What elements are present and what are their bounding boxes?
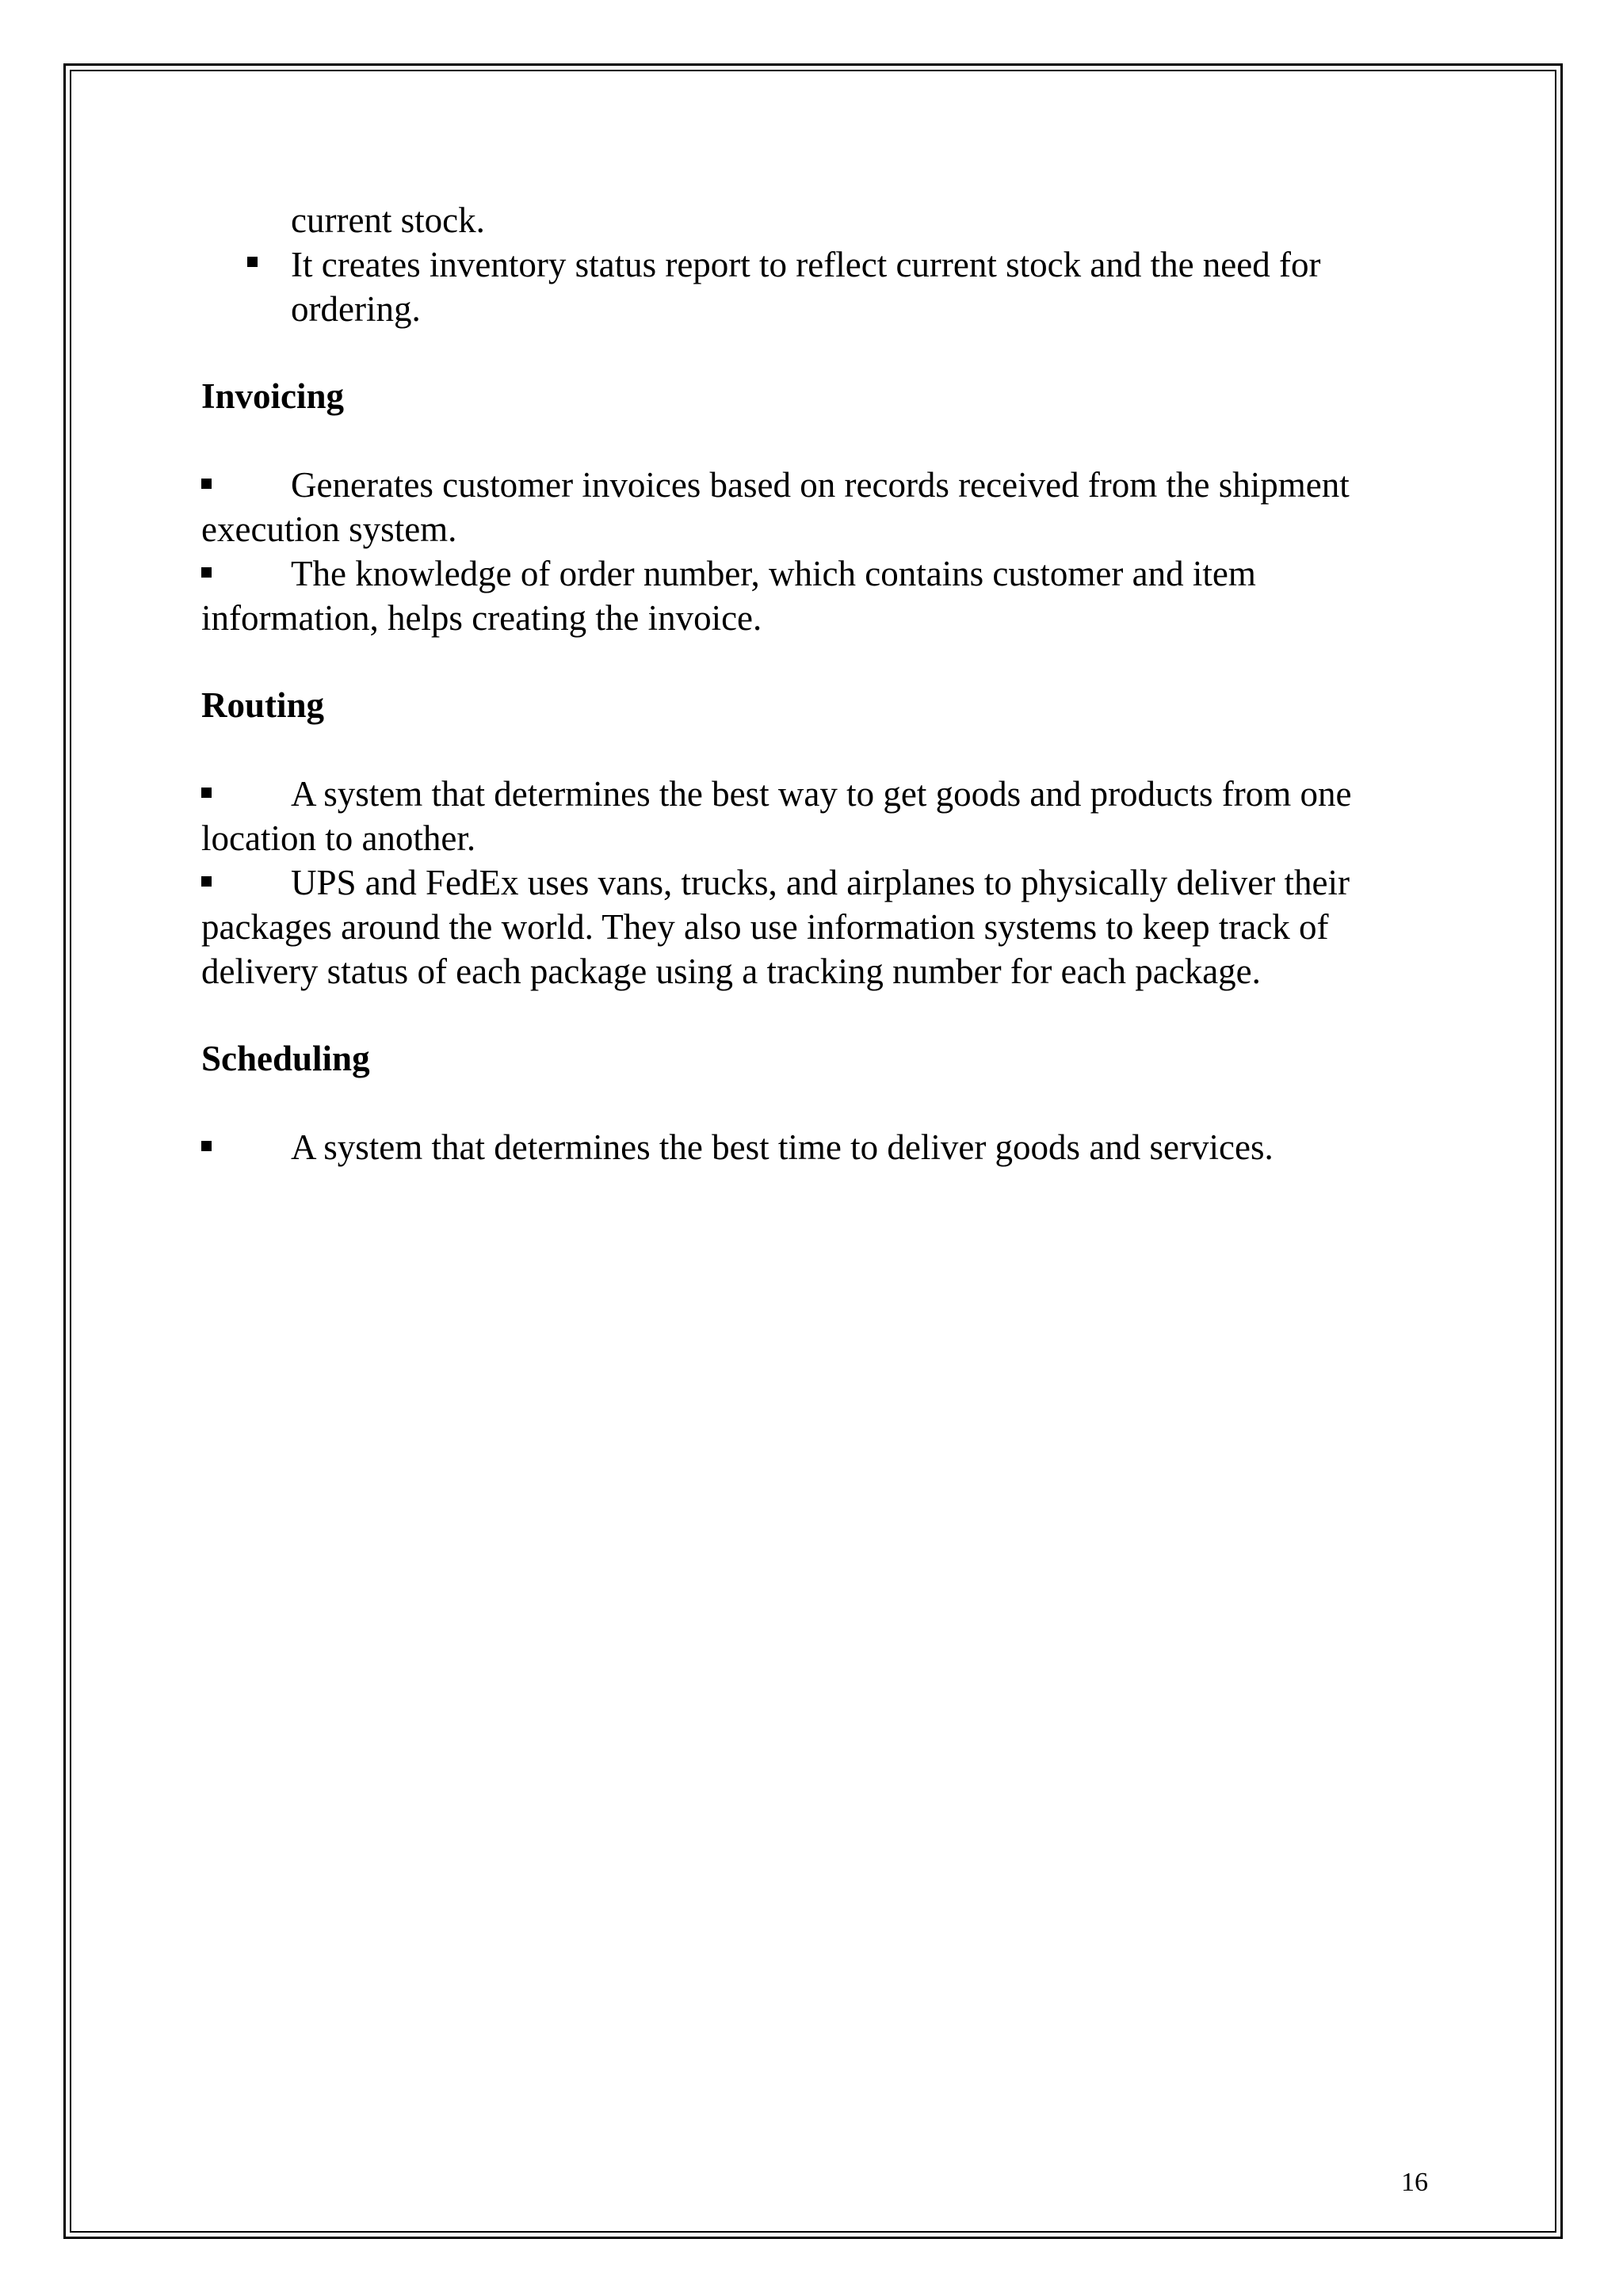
section-heading-routing: Routing bbox=[201, 685, 325, 725]
square-bullet-icon bbox=[201, 1141, 212, 1151]
list-item-text: It creates inventory status report to reflect current stock and the need for ordering. bbox=[291, 245, 1321, 329]
section-heading-invoicing: Invoicing bbox=[201, 376, 345, 416]
page-content bbox=[201, 198, 1422, 1169]
paragraph bbox=[201, 860, 1422, 994]
paragraph bbox=[201, 1125, 1422, 1169]
paragraph bbox=[201, 463, 1422, 551]
list-item-continuation: current stock. bbox=[291, 200, 485, 240]
paragraph bbox=[201, 772, 1422, 860]
paragraph-text: Generates customer invoices based on records received from the shipment execution system. bbox=[201, 465, 1350, 549]
inventory-list bbox=[201, 198, 1422, 331]
page-number: 16 bbox=[1401, 2168, 1428, 2197]
square-bullet-icon bbox=[201, 479, 212, 489]
square-bullet-icon bbox=[247, 257, 258, 267]
square-bullet-icon bbox=[201, 567, 212, 578]
paragraph bbox=[201, 551, 1422, 640]
list-item bbox=[291, 198, 1422, 242]
list-item bbox=[291, 242, 1422, 331]
paragraph-text: A system that determines the best way to get goods and products from one location to another. bbox=[201, 774, 1352, 858]
paragraph-text: UPS and FedEx uses vans, trucks, and airplanes to physically deliver their packages around the world. They also use information systems to keep track of delivery status of each package using a tracking number for each package. bbox=[201, 863, 1350, 991]
square-bullet-icon bbox=[201, 788, 212, 798]
paragraph-text: The knowledge of order number, which contains customer and item information, helps creating the invoice. bbox=[201, 554, 1256, 638]
section-heading-scheduling: Scheduling bbox=[201, 1039, 370, 1078]
paragraph-text: A system that determines the best time to deliver goods and services. bbox=[291, 1127, 1274, 1167]
square-bullet-icon bbox=[201, 876, 212, 887]
